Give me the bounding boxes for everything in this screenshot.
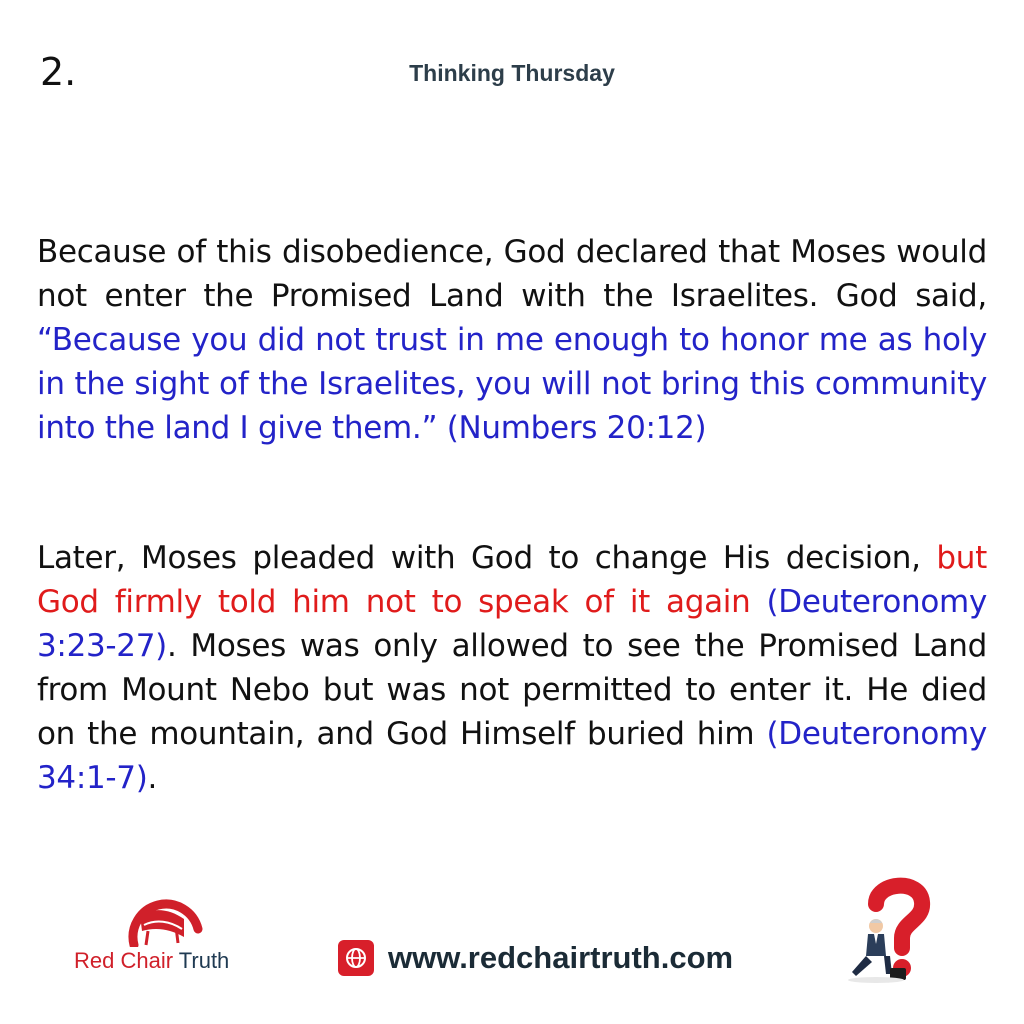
paragraph-2-text-middle: . Moses was only allowed to see the Promised Land from Mount Nebo but was not permitted to enter it. He died on the mountain, and God Himself buried him (37, 628, 987, 752)
paragraph-2-text-start: Later, Moses pleaded with God to change His decision, (37, 540, 937, 576)
paragraph-1 (37, 230, 987, 450)
scripture-quote: “Because you did not trust in me enough to honor me as holy in the sight of the Israelites, you will not bring this community into the land I give them.” (Numbers 20:12) (37, 322, 987, 446)
paragraph-1-text: Because of this disobedience, God declared that Moses would not enter the Promised Land with the Israelites. God said, (37, 234, 987, 314)
page-number: 2. (40, 50, 77, 94)
brand-name-dark: Truth (173, 948, 230, 973)
red-chair-logo-icon (126, 885, 206, 947)
globe-icon (338, 940, 374, 976)
brand-name (74, 948, 229, 974)
scripture-reference-2: (Deuteronomy 34:1-7) (37, 716, 987, 796)
scripture-reference-1: (Deuteronomy 3:23-27) (37, 584, 987, 664)
paragraph-2 (37, 536, 987, 800)
page-title: Thinking Thursday (409, 60, 615, 86)
emphasis-text: but God firmly told him not to speak of it again (37, 540, 987, 620)
website-url[interactable]: www.redchairtruth.com (388, 940, 734, 975)
paragraph-2-text-end: . (147, 760, 158, 796)
question-mark-mascot-icon (846, 876, 936, 986)
website-link[interactable] (338, 938, 733, 978)
brand-name-red: Red Chair (74, 948, 174, 973)
brand-logo (74, 885, 264, 985)
